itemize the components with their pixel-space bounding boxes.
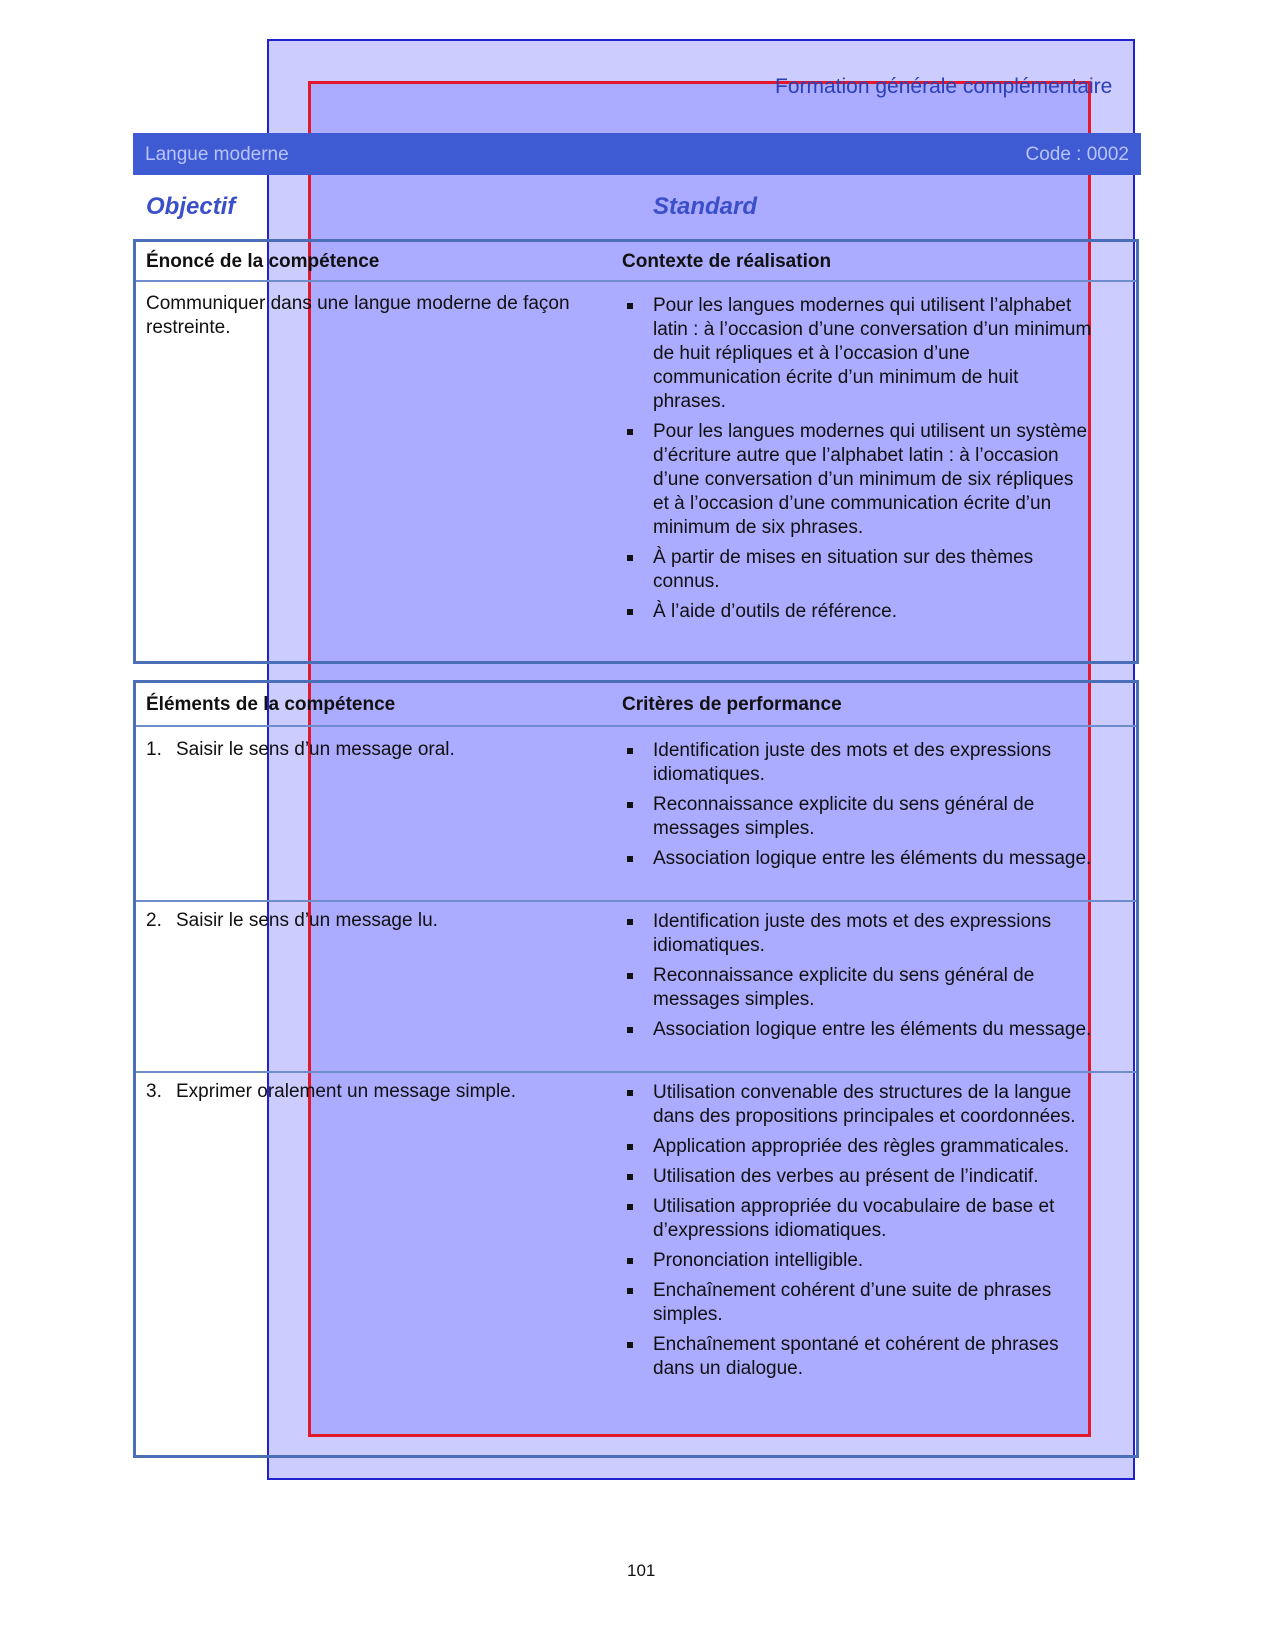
element-item	[146, 738, 455, 762]
criterion-item: Enchaînement cohérent d’une suite de phrases simples.	[622, 1279, 1092, 1327]
subject-band	[133, 133, 1141, 175]
criterion-item: Reconnaissance explicite du sens général de messages simples.	[622, 793, 1092, 841]
elements-heading: Éléments de la compétence	[146, 694, 396, 715]
competence-heading: Énoncé de la compétence	[146, 251, 380, 272]
standard-heading: Standard	[653, 193, 758, 220]
element-number: 1.	[146, 739, 162, 760]
criterion-item: Enchaînement spontané et cohérent de phrases dans un dialogue.	[622, 1333, 1092, 1381]
element-label: Saisir le sens d’un message lu.	[176, 910, 438, 931]
criterion-item: Association logique entre les éléments du message.	[622, 1018, 1092, 1042]
criterion-item: Utilisation appropriée du vocabulaire de base et d’expressions idiomatiques.	[622, 1195, 1092, 1243]
criterion-item: Utilisation des verbes au présent de l’indicatif.	[622, 1165, 1092, 1189]
context-list	[622, 294, 1092, 630]
row-divider	[136, 1071, 1136, 1073]
criteria-list	[622, 739, 1092, 877]
competence-statement: Communiquer dans une langue moderne de façon restreinte.	[146, 293, 570, 338]
criteria-list	[622, 1081, 1092, 1387]
objective-heading: Objectif	[146, 193, 236, 220]
context-item: À l’aide d’outils de référence.	[622, 600, 1092, 624]
program-title: Formation générale complémentaire	[775, 75, 1113, 98]
subject-name: Langue moderne	[145, 144, 289, 165]
criterion-item: Reconnaissance explicite du sens général de messages simples.	[622, 964, 1092, 1012]
element-label: Exprimer oralement un message simple.	[176, 1081, 517, 1102]
element-label: Saisir le sens d’un message oral.	[176, 739, 455, 760]
element-item	[146, 1080, 516, 1104]
criteria-heading: Critères de performance	[622, 694, 842, 715]
elements-table	[133, 680, 1139, 1458]
criterion-item: Association logique entre les éléments du message.	[622, 847, 1092, 871]
subject-code: Code : 0002	[1025, 144, 1129, 165]
criterion-item: Utilisation convenable des structures de la langue dans des propositions principales et coordonnées.	[622, 1081, 1092, 1129]
context-item: À partir de mises en situation sur des thèmes connus.	[622, 546, 1092, 594]
page-number: 101	[627, 1561, 656, 1580]
context-item: Pour les langues modernes qui utilisent un système d’écriture autre que l’alphabet latin : à l’occasion d’une conversation d’un minimum de six répliques et à l’occasion d’une communication écrite d’un minimum de six phrases.	[622, 420, 1092, 540]
context-heading: Contexte de réalisation	[622, 251, 832, 272]
criterion-item: Identification juste des mots et des expressions idiomatiques.	[622, 739, 1092, 787]
competence-table	[133, 239, 1139, 664]
context-item: Pour les langues modernes qui utilisent l’alphabet latin : à l’occasion d’une conversation d’un minimum de huit répliques et à l’occasion d’une communication écrite d’un minimum de huit phrases.	[622, 294, 1092, 414]
element-item	[146, 909, 438, 933]
criteria-list	[622, 910, 1092, 1048]
criterion-item: Identification juste des mots et des expressions idiomatiques.	[622, 910, 1092, 958]
element-number: 2.	[146, 910, 162, 931]
element-number: 3.	[146, 1081, 162, 1102]
row-divider	[136, 900, 1136, 902]
criterion-item: Prononciation intelligible.	[622, 1249, 1092, 1273]
criterion-item: Application appropriée des règles grammaticales.	[622, 1135, 1092, 1159]
